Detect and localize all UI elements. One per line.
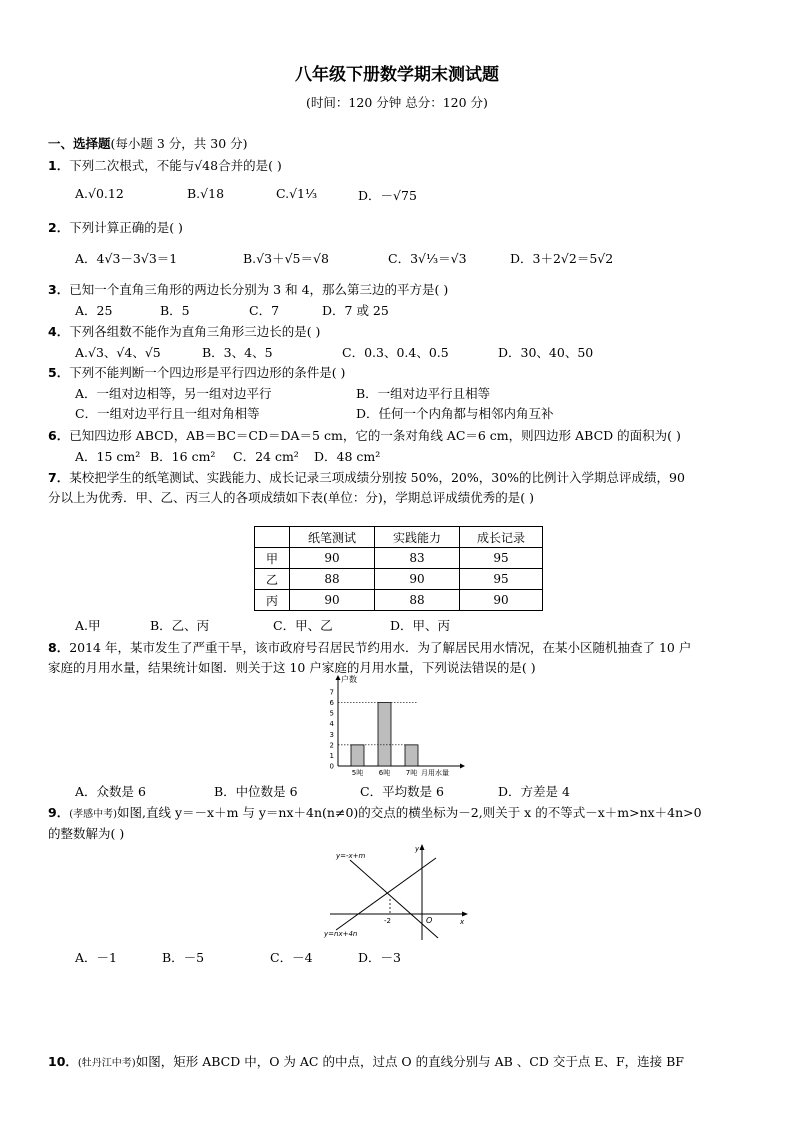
- table-row: [255, 590, 543, 611]
- question-text: 已知四边形 ABCD，AB＝BC＝CD＝DA＝5 cm，它的一条对角线 AC＝6 cm，则四边形 ABCD 的面积为( ): [69, 428, 681, 443]
- q6-option-a: A．15 cm²: [75, 449, 141, 464]
- question-3: [48, 280, 448, 298]
- page-title: 八年级下册数学期末测试题: [295, 65, 499, 85]
- q7-option-c: C．甲、乙: [273, 618, 333, 633]
- section-title: 一、选择题: [48, 136, 111, 151]
- q7-option-a: A.甲: [75, 618, 101, 633]
- q6-option-b: B．16 cm²: [150, 449, 216, 464]
- question-number: 5．: [48, 365, 70, 380]
- question-5: [48, 363, 345, 381]
- y-axis-arrow: [420, 844, 425, 850]
- q8-option-c: C．平均数是 6: [360, 784, 444, 799]
- x-tick-label: 7吨: [405, 769, 418, 777]
- q3-option-b: B．5: [160, 303, 190, 318]
- origin-label: O: [426, 916, 433, 925]
- table-header-row: [255, 527, 543, 548]
- y-tick-label: 3: [329, 730, 334, 739]
- question-10: [48, 1052, 684, 1070]
- q1-option-b: B.√18: [187, 186, 225, 201]
- table-cell: 乙: [255, 569, 290, 590]
- q2-option-b: B.√3＋√5＝√8: [243, 251, 329, 266]
- table-cell: 90: [375, 569, 460, 590]
- table-cell: 95: [460, 548, 543, 569]
- table-cell: 90: [290, 590, 375, 611]
- question-text: 下列计算正确的是( ): [69, 220, 183, 235]
- question-number: 1．: [48, 158, 70, 173]
- q7-option-d: D．甲、丙: [390, 618, 451, 633]
- x-axis-arrow: [462, 912, 468, 917]
- table-header-cell: 成长记录: [460, 527, 543, 548]
- chart-x-axis-arrow: [460, 764, 465, 769]
- table-header-cell: [255, 527, 290, 548]
- question-number: 3．: [48, 282, 70, 297]
- q8-option-a: A．众数是 6: [75, 784, 146, 799]
- q9-option-c: C．－4: [270, 950, 313, 965]
- q1-option-d: D．－√75: [358, 188, 417, 203]
- question-8: [48, 638, 691, 656]
- chart-y-axis-arrow: [336, 675, 341, 680]
- line2-label: y=nx+4n: [324, 930, 358, 938]
- q4-option-c: C．0.3、0.4、0.5: [342, 345, 449, 360]
- q2-option-a: A．4√3－3√3＝1: [75, 251, 178, 266]
- q5-option-c: C．一组对边平行且一组对角相等: [75, 406, 260, 421]
- question-7: [48, 468, 685, 486]
- x-tick-label: 6吨: [378, 769, 391, 777]
- q6-option-c: C．24 cm²: [233, 449, 299, 464]
- question-7-line2: 分以上为优秀．甲、乙、丙三人的各项成绩如下表(单位：分)，学期总评成绩优秀的是( ): [48, 490, 534, 505]
- line1-label: y=-x+m: [336, 852, 366, 860]
- water-usage-bar-chart: [320, 674, 470, 782]
- question-9: [48, 803, 702, 821]
- q4-option-d: D．30、40、50: [498, 345, 594, 360]
- x-axis-label: 月用水量: [421, 769, 449, 777]
- q2-option-d: D．3＋2√2＝5√2: [510, 251, 614, 266]
- intersection-x-label: -2: [384, 917, 391, 925]
- bar-1: [378, 703, 391, 766]
- chart-bars: [338, 703, 418, 766]
- x-axis-label: x: [460, 918, 465, 926]
- table-cell: 90: [290, 548, 375, 569]
- y-tick-label: 6: [329, 699, 334, 708]
- bar-0: [351, 745, 364, 766]
- q8-option-b: B．中位数是 6: [214, 784, 298, 799]
- x-tick-label: 5吨: [351, 769, 364, 777]
- question-number: 8．: [48, 640, 70, 655]
- table-cell: 95: [460, 569, 543, 590]
- y-tick-label: 7: [329, 688, 334, 697]
- question-source: (孝感中考): [69, 809, 118, 820]
- question-number: 9．: [48, 805, 70, 820]
- q6-option-d: D．48 cm²: [314, 449, 381, 464]
- table-header-cell: 纸笔测试: [290, 527, 375, 548]
- table-cell: 83: [375, 548, 460, 569]
- q1-option-a: A.√0.12: [75, 186, 124, 201]
- question-1: [48, 156, 282, 174]
- question-number: 6．: [48, 428, 70, 443]
- q7-option-b: B．乙、丙: [150, 618, 210, 633]
- page-subtitle: (时间：120 分钟 总分：120 分): [306, 95, 488, 110]
- section-note: (每小题 3 分，共 30 分): [110, 136, 248, 151]
- y-tick-label: 1: [329, 751, 334, 760]
- table-cell: 90: [460, 590, 543, 611]
- q4-option-b: B．3、4、5: [202, 345, 273, 360]
- bar-2: [405, 745, 418, 766]
- scores-table: [254, 526, 543, 611]
- question-text: 如图，矩形 ABCD 中，O 为 AC 的中点，过点 O 的直线分别与 AB 、CD 交于点 E、F，连接 BF: [135, 1054, 684, 1069]
- question-9-line2: 的整数解为( ): [48, 826, 125, 841]
- q5-option-d: D．任何一个内角都与相邻内角互补: [356, 406, 554, 421]
- question-text: 下列不能判断一个四边形是平行四边形的条件是( ): [69, 365, 346, 380]
- q8-option-d: D．方差是 4: [498, 784, 570, 799]
- table-row: [255, 548, 543, 569]
- question-text-line1: 2014 年，某市发生了严重干旱，该市政府号召居民节约用水．为了解居民用水情况，在某小区随机抽查了 10 户: [69, 640, 692, 655]
- question-8-line2: 家庭的月用水量，结果统计如图．则关于这 10 户家庭的月用水量，下列说法错误的是( ): [48, 660, 536, 675]
- q9-option-d: D．－3: [358, 950, 401, 965]
- table-cell: 88: [290, 569, 375, 590]
- section-heading: [48, 134, 248, 152]
- q5-option-b: B．一组对边平行且相等: [356, 386, 491, 401]
- q3-option-a: A．25: [75, 303, 113, 318]
- question-4: [48, 322, 320, 340]
- q1-option-c: C.√1⅓: [276, 186, 318, 201]
- y-axis-label: 户数: [341, 675, 357, 684]
- y-tick-label: 5: [329, 709, 334, 718]
- question-text-line1: 某校把学生的纸笔测试、实践能力、成长记录三项成绩分别按 50%，20%，30%的比例计入学期总评成绩，90: [69, 470, 685, 485]
- q4-option-a: A.√3、√4、√5: [75, 345, 161, 360]
- q5-option-a: A．一组对边相等，另一组对边平行: [75, 386, 272, 401]
- line-intersection-figure: [320, 842, 470, 942]
- q9-option-b: B．－5: [162, 950, 205, 965]
- line-y-neg-x-plus-m: [350, 860, 438, 938]
- question-number: 10．: [48, 1054, 78, 1069]
- q2-option-c: C．3√⅓＝√3: [388, 251, 467, 266]
- table-cell: 甲: [255, 548, 290, 569]
- y-tick-label: 0: [329, 762, 334, 771]
- question-source: (牡丹江中考): [77, 1058, 136, 1069]
- y-tick-label: 4: [329, 720, 334, 729]
- table-row: [255, 569, 543, 590]
- question-text: 已知一个直角三角形的两边长分别为 3 和 4，那么第三边的平方是( ): [69, 282, 449, 297]
- question-text: 下列各组数不能作为直角三角形三边长的是( ): [69, 324, 321, 339]
- question-text: 下列二次根式，不能与√48合并的是( ): [69, 158, 282, 173]
- q3-option-c: C．7: [249, 303, 280, 318]
- y-tick-label: 2: [329, 741, 334, 750]
- question-text-line1: 如图,直线 y＝－x＋m 与 y＝nx＋4n(n≠0)的交点的横坐标为－2,则关于 x 的不等式－x＋m>nx＋4n>0: [117, 805, 702, 820]
- table-cell: 丙: [255, 590, 290, 611]
- question-6: [48, 426, 681, 444]
- y-axis-label: y: [415, 845, 420, 853]
- question-number: 2．: [48, 220, 70, 235]
- question-number: 4．: [48, 324, 70, 339]
- q3-option-d: D．7 或 25: [322, 303, 389, 318]
- q9-option-a: A．－1: [75, 950, 117, 965]
- table-header-cell: 实践能力: [375, 527, 460, 548]
- question-number: 7．: [48, 470, 70, 485]
- question-2: [48, 218, 183, 236]
- table-cell: 88: [375, 590, 460, 611]
